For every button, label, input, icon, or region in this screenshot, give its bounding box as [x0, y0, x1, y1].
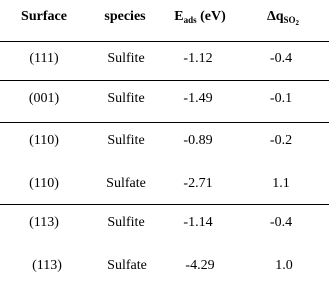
row-eads: -1.49 — [183, 91, 213, 106]
row-species: Sulfite — [107, 133, 145, 148]
row-eads: -4.29 — [185, 258, 215, 273]
row-dq: -0.2 — [269, 133, 293, 148]
header-eads-symbol: E — [174, 9, 184, 24]
header-eads-subscript: ads — [183, 15, 197, 25]
header-surface: Surface — [21, 9, 67, 24]
row-surface: (001) — [28, 91, 60, 106]
header-eads-unit: (eV) — [196, 9, 226, 24]
header-dq-symbol: Δq — [266, 9, 284, 24]
row-species: Sulfite — [107, 51, 145, 66]
header-dq-subscript: SO2 — [283, 15, 300, 27]
row-species: Sulfate — [106, 176, 146, 191]
row-rule — [0, 80, 329, 81]
row-species: Sulfite — [107, 215, 145, 230]
row-dq: 1.0 — [275, 258, 293, 273]
row-surface: (113) — [32, 258, 62, 273]
row-dq: -0.4 — [269, 51, 293, 66]
row-dq: 1.1 — [272, 176, 290, 191]
header-rule — [0, 41, 329, 42]
row-eads: -2.71 — [183, 176, 213, 191]
row-eads: -0.89 — [183, 133, 213, 148]
row-species: Sulfite — [107, 91, 145, 106]
row-species: Sulfate — [107, 258, 147, 273]
row-dq: -0.1 — [269, 91, 293, 106]
row-surface: (110) — [29, 176, 59, 191]
header-charge-transfer — [267, 10, 299, 27]
row-surface: (110) — [29, 133, 59, 148]
row-rule — [0, 122, 329, 123]
row-rule — [0, 204, 329, 205]
header-adsorption-energy — [174, 10, 226, 25]
row-eads: -1.14 — [183, 215, 213, 230]
row-dq: -0.4 — [269, 215, 293, 230]
row-surface: (111) — [29, 51, 59, 66]
row-surface: (113) — [29, 215, 59, 230]
row-eads: -1.12 — [183, 51, 213, 66]
header-species: species — [104, 9, 146, 24]
